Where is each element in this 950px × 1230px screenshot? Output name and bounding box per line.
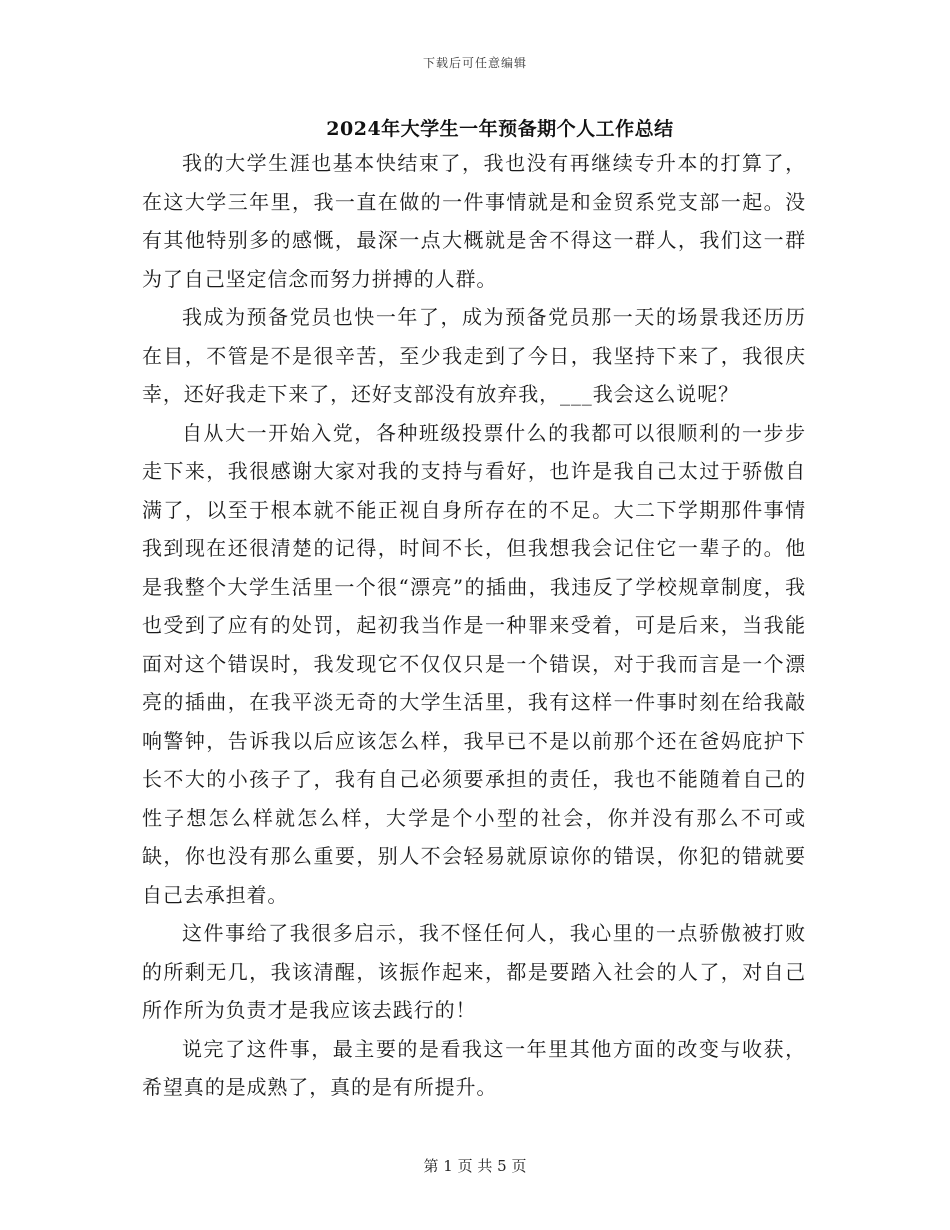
paragraph: 说完了这件事，最主要的是看我这一年里其他方面的改变与收获，希望真的是成熟了，真的是有所提升。 — [142, 1036, 806, 1099]
header-note: 下载后可任意编辑 — [422, 56, 527, 70]
paragraph: 这件事给了我很多启示，我不怪任何人，我心里的一点骄傲被打败的所剩无几，我该清醒，该振作起来，都是要踏入社会的人了，对自己所作所为负责才是我应该去践行的！ — [142, 921, 806, 1022]
document-title: 2024年大学生一年预备期个人工作总结 — [326, 118, 674, 140]
page-number: 第 1 页 共 5 页 — [423, 1157, 527, 1175]
document-body — [142, 144, 806, 1107]
paragraph: 我的大学生涯也基本快结束了，我也没有再继续专升本的打算了，在这大学三年里，我一直在做的一件事情就是和金贸系党支部一起。没有其他特别多的感慨，最深一点大概就是舍不得这一群人，我们这一群为了自己坚定信念而努力拼搏的人群。 — [142, 151, 806, 291]
paragraph: 自从大一开始入党，各种班级投票什么的我都可以很顺利的一步步走下来，我很感谢大家对我的支持与看好，也许是我自己太过于骄傲自满了，以至于根本就不能正视自身所存在的不足。大二下学期那件事情我到现在还很清楚的记得，时间不长，但我想我会记住它一辈子的。他是我整个大学生活里一个很“漂亮”的插曲，我违反了学校规章制度，我也受到了应有的处罚，起初我当作是一种罪来受着，可是后来，当我能面对这个错误时，我发现它不仅仅只是一个错误，对于我而言是一个漂亮的插曲，在我平淡无奇的大学生活里，我有这样一件事时刻在给我敲响警钟，告诉我以后应该怎么样，我早已不是以前那个还在爸妈庇护下长不大的小孩子了，我有自己必须要承担的责任，我也不能随着自己的性子想怎么样就怎么样，大学是个小型的社会，你并没有那么不可或缺，你也没有那么重要，别人不会轻易就原谅你的错误，你犯的错就要自己去承担着。 — [142, 420, 806, 907]
paragraph: 我成为预备党员也快一年了，成为预备党员那一天的场景我还历历在目，不管是不是很辛苦，至少我走到了今日，我坚持下来了，我很庆幸，还好我走下来了，还好支部没有放弃我，___我会这么说呢？ — [142, 305, 806, 406]
